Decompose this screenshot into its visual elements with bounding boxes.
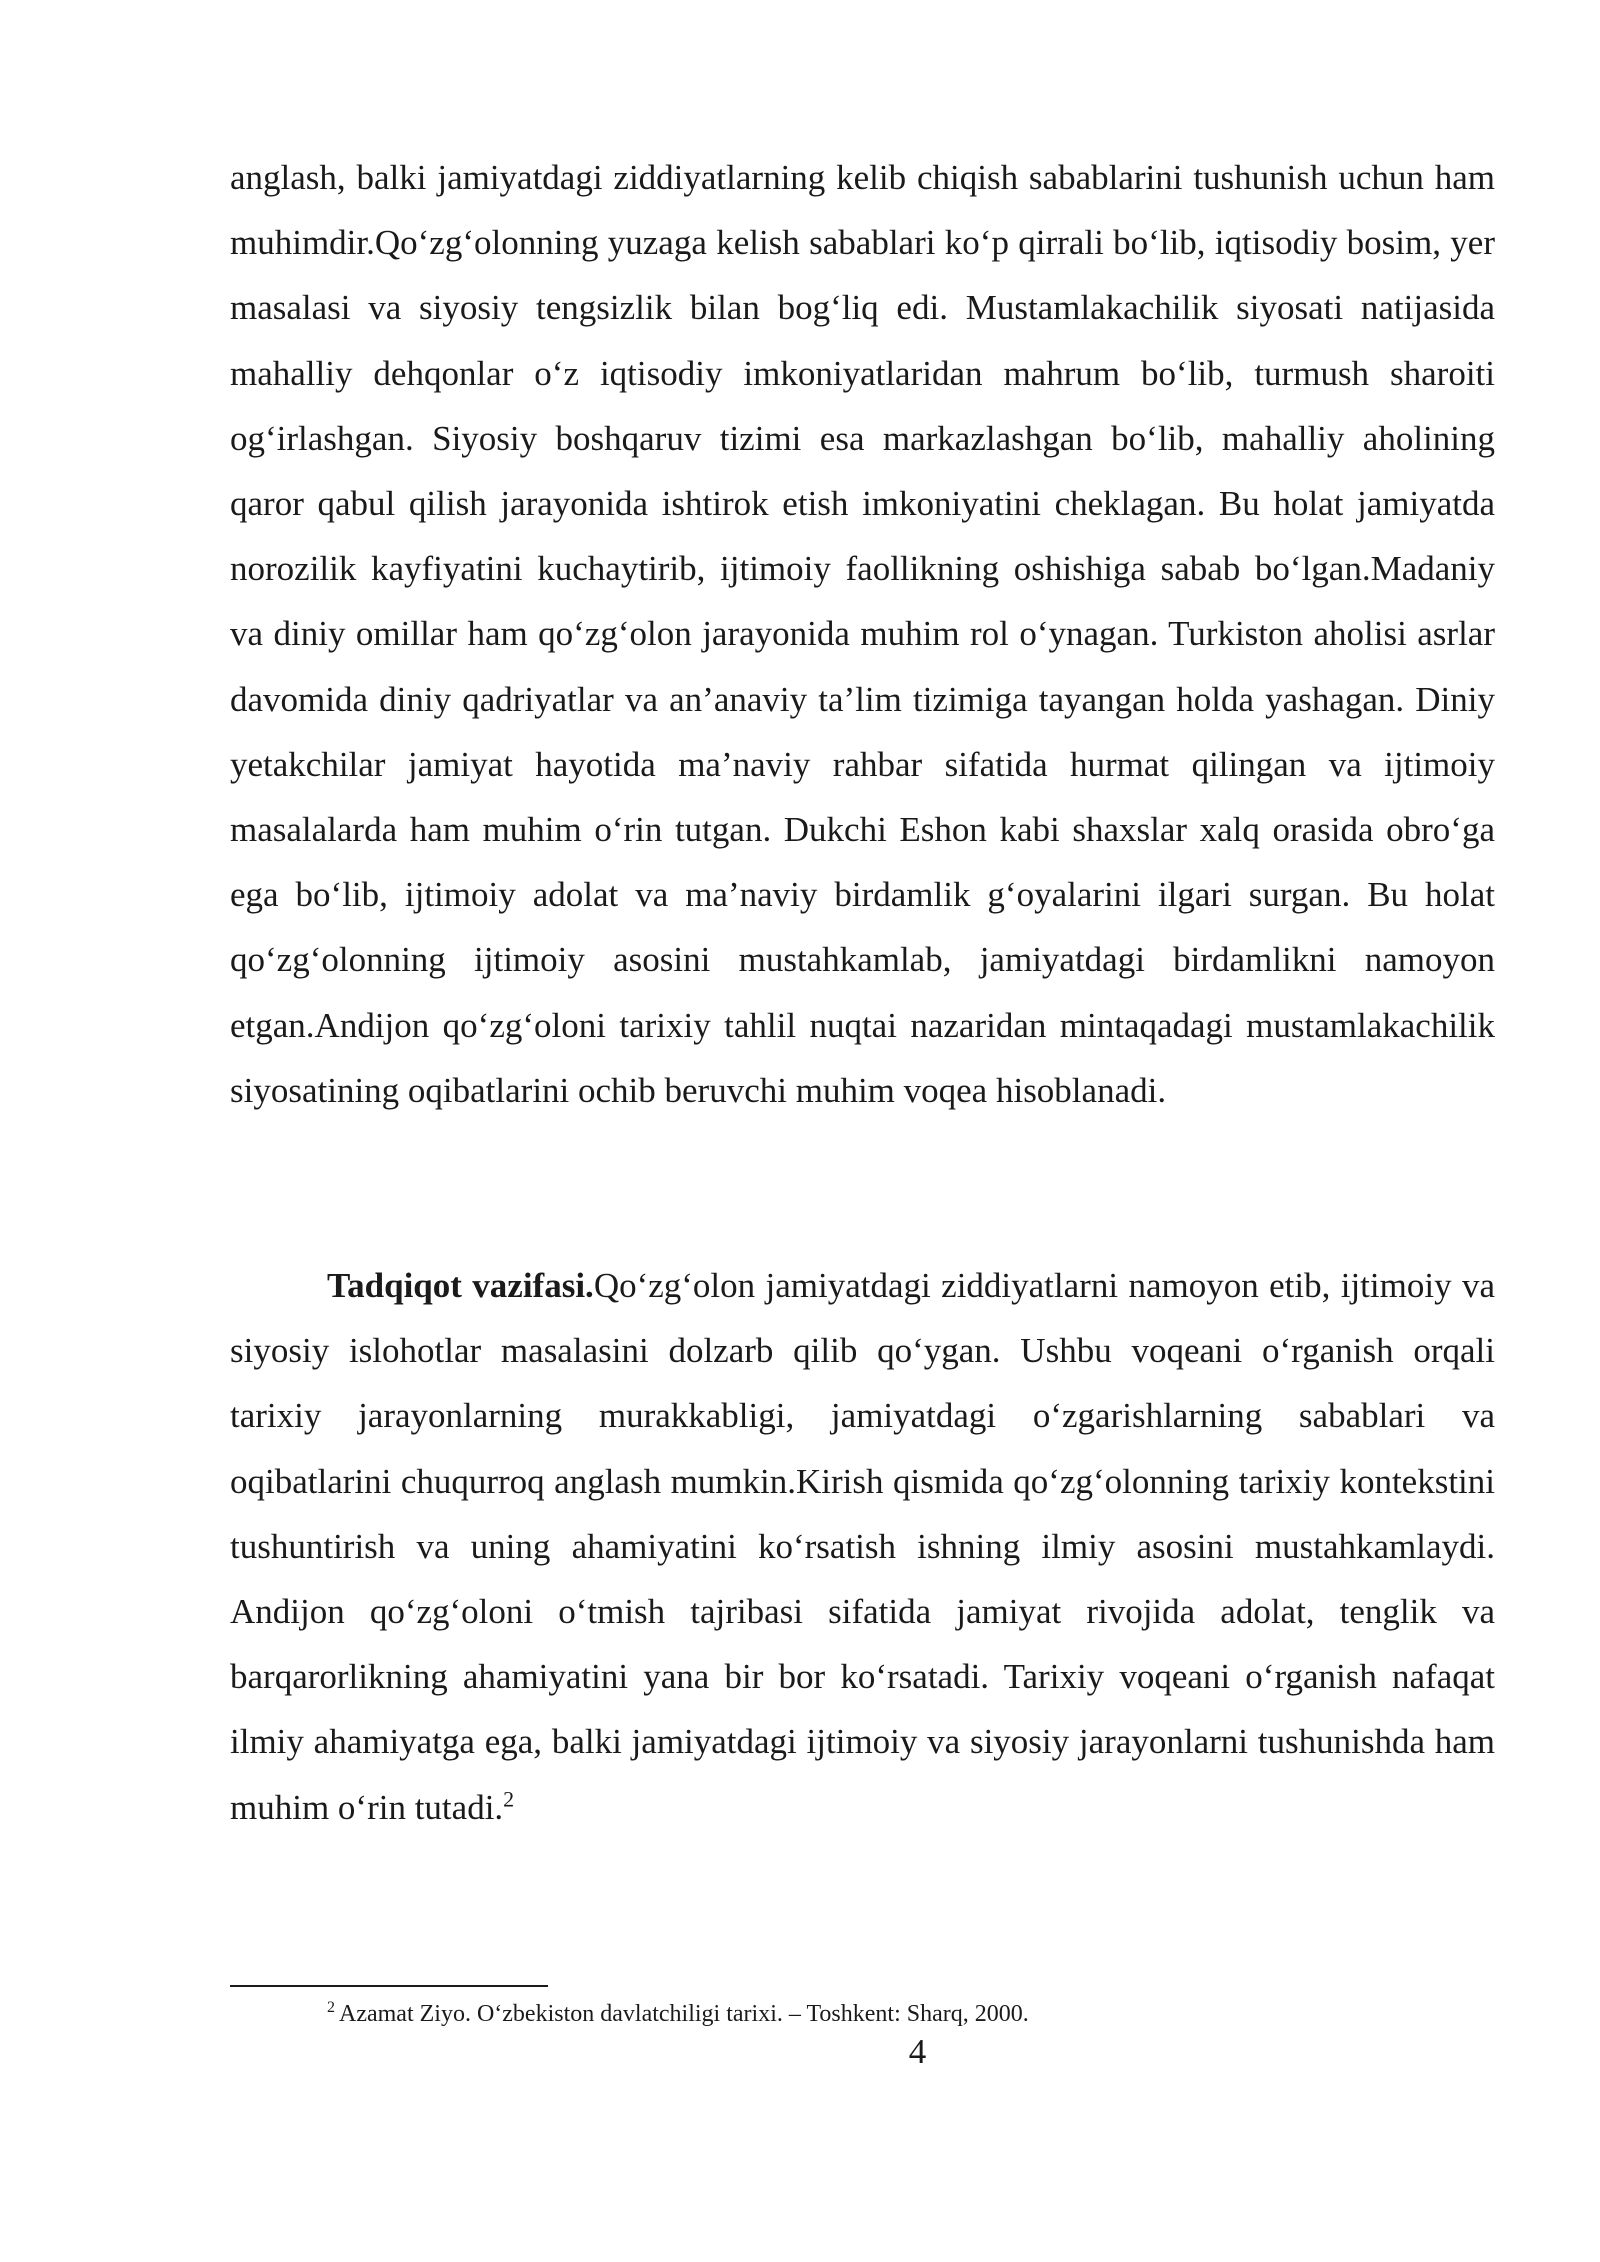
footnote (327, 1997, 1029, 2031)
footnote-reference[interactable]: 2 (503, 1785, 515, 1811)
footnote-separator (230, 1985, 548, 1987)
body-text-research-task (230, 1253, 1495, 1840)
footnote-text: Azamat Ziyo. O‘zbekiston davlatchiligi tarixi. – Toshkent: Sharq, 2000. (339, 2001, 1029, 2027)
research-task-heading: Tadqiqot vazifasi. (327, 1266, 594, 1305)
research-task-text: Qo‘zg‘olon jamiyatdagi ziddiyatlarni namoyon etib, ijtimoiy va siyosiy islohotlar masalasini dolzarb qilib qo‘ygan. Ushbu voqeani o‘rganish orqali tarixiy jarayonlarning murakkabligi, jamiyatdagi o‘zgarishlarning sabablari va oqibatlarini chuqurroq anglash mumkin.Kirish qismida qo‘zg‘olonning tarixiy kontekstini tushuntirish va uning ahamiyatini ko‘rsatish ishning ilmiy asosini mustahkamlaydi. Andijon qo‘zg‘oloni o‘tmish tajribasi sifatida jamiyat rivojida adolat, tenglik va barqarorlikning ahamiyatini yana bir bor ko‘rsatadi. Tarixiy voqeani o‘rganish nafaqat ilmiy ahamiyatga ega, balki jamiyatdagi ijtimoiy va siyosiy jarayonlarni tushunishda ham muhim o‘rin tutadi. (230, 1266, 1495, 1827)
page-number: 4 (908, 2032, 927, 2071)
body-text-continued (230, 145, 1495, 1123)
paragraph-continued: anglash, balki jamiyatdagi ziddiyatlarning kelib chiqish sabablarini tushunish uchun ham muhimdir.Qo‘zg‘olonning yuzaga kelish sabablari ko‘p qirrali bo‘lib, iqtisodiy bosim, yer masalasi va siyosiy tengsizlik bilan bog‘liq edi. Mustamlakachilik siyosati natijasida mahalliy dehqonlar o‘z iqtisodiy imkoniyatlaridan mahrum bo‘lib, turmush sharoiti og‘irlashgan. Siyosiy boshqaruv tizimi esa markazlashgan bo‘lib, mahalliy aholining qaror qabul qilish jarayonida ishtirok etish imkoniyatini cheklagan. Bu holat jamiyatda norozilik kayfiyatini kuchaytirib, ijtimoiy faollikning oshishiga sabab bo‘lgan.Madaniy va diniy omillar ham qo‘zg‘olon jarayonida muhim rol o‘ynagan. Turkiston aholisi asrlar davomida diniy qadriyatlar va an’anaviy ta’lim tizimiga tayangan holda yashagan. Diniy yetakchilar jamiyat hayotida ma’naviy rahbar sifatida hurmat qilingan va ijtimoiy masalalarda ham muhim o‘rin tutgan. Dukchi Eshon kabi shaxslar xalq orasida obro‘ga ega bo‘lib, ijtimoiy adolat va ma’naviy birdamlik g‘oyalarini ilgari surgan. Bu holat qo‘zg‘olonning ijtimoiy asosini mustahkamlab, jamiyatdagi birdamlikni namoyon etgan.Andijon qo‘zg‘oloni tarixiy tahlil nuqtai nazaridan mintaqadagi mustamlakachilik siyosatining oqibatlarini ochib beruvchi muhim voqea hisoblanadi. (230, 158, 1495, 1110)
paragraph-research-task (230, 1253, 1495, 1840)
footnote-number: 2 (327, 1999, 335, 2016)
